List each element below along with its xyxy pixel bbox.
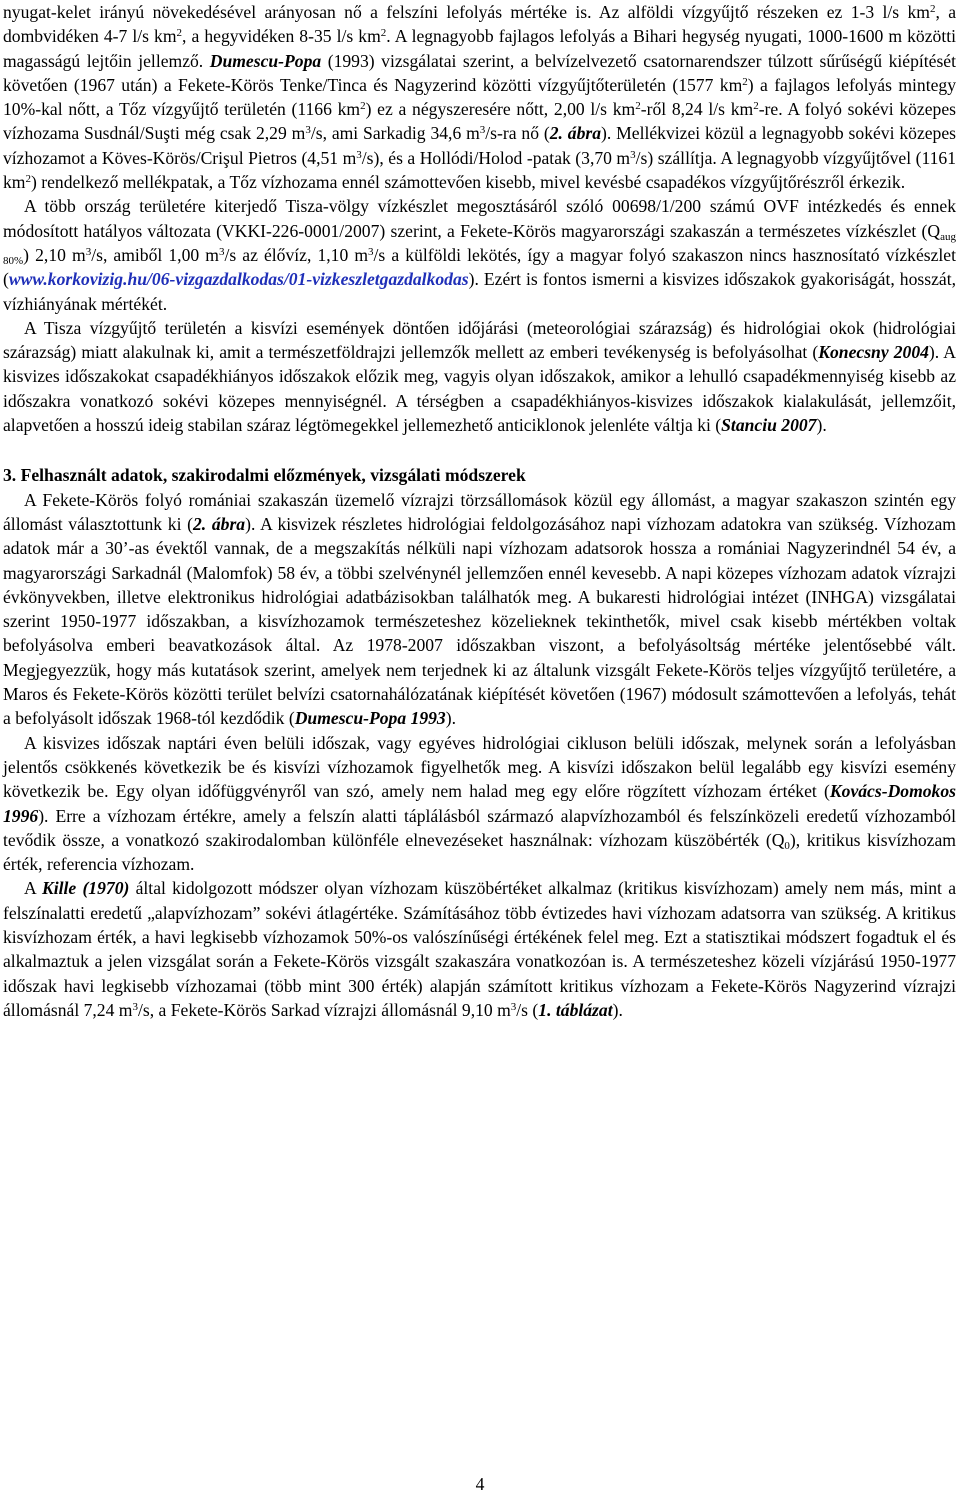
citation-emphasis: 2. ábra [549,123,602,144]
text-run: /s-ra nő ( [485,123,550,144]
text-run: ) ez a négyszeresére nőtt, 2,00 l/s km [365,99,636,120]
paragraph-2 [3,194,956,315]
citation-emphasis: Stanciu 2007 [721,415,817,436]
text-run: . A legnagyobb fajlagos lefolyás a Bihari hegység nyugati, 1000-1600 m közötti magasságú lejtőin jellemző. [3,26,956,71]
paragraph-3 [3,316,956,437]
text-run: , a hegyvidéken 8-35 l/s km [182,26,381,47]
section-number: 3. [3,465,17,486]
citation-emphasis: 1. táblázat [538,999,613,1020]
citation-emphasis: Kovács-Domokos 1996 [3,781,956,826]
citation-emphasis: Konecsny 2004 [818,342,929,363]
text-run: /s, a Fekete-Körös Sarkad vízrajzi állomásnál 9,10 m [138,999,511,1020]
superscript: 3 [368,245,374,258]
text-run: /s a külföldi lekötés, így a magyar folyó szakaszon nincs hasznosítató vízkészlet ( [3,244,957,290]
text-run: -re. A folyó sokévi közepes vízhozama Susdnál/Suşti még csak 2,29 m [3,99,956,144]
text-run: ), kritikus kisvízhozam érték, referencia vízhozam. [3,829,956,875]
text-run: ). [445,708,456,729]
citation-emphasis: Kille (1970) [41,878,130,899]
superscript: 3 [479,124,486,137]
text-run: /s) szállítja. A legnagyobb vízgyűjtővel (1161 km [3,147,956,193]
text-run: /s az élővíz, 1,10 m [224,244,369,265]
superscript: 3 [85,245,92,258]
text-run: ). Erre a vízhozam értékre, amely a felszín alatti táplálásból származó alapvízhozamból és felszínközeli eredetű vízhozamból tevődik össze, a vonatkozó szakirodalomban különféle elnevezéseket használnak: vízhozam küszöbérték (Q [3,805,956,850]
text-run: /s ( [516,999,539,1020]
superscript: 2 [176,27,183,40]
superscript: 2 [360,100,366,113]
superscript: 3 [305,124,311,137]
superscript: 3 [218,245,225,258]
text-run: -ről 8,24 l/s km [640,99,754,120]
text-run: ). Mellékvizei közül a legnagyobb sokévi közepes vízhozamot a Köves-Körös/Crişul Pietros (4,51 m [3,123,957,168]
superscript: 2 [742,75,748,88]
superscript: 2 [380,27,387,40]
citation-emphasis: Dumescu-Popa [209,50,322,71]
superscript: 2 [635,100,641,113]
paragraph-1 [3,0,956,194]
text-run: ). [816,415,827,436]
text-run: /s), és a Hollódi/Holod -patak (3,70 m [361,147,631,168]
text-run: ) a fajlagos lefolyás mintegy 10%-kal nőtt, a Tőz vízgyűjtő területén (1166 km [3,74,956,120]
superscript: 2 [753,100,759,113]
text-run: által kidolgozott módszer olyan vízhozam küszöbértéket alkalmaz (kritikus kisvízhozam) amely nem más, mint a felszínalatti eredetű „alapvízhozam” sokévi átlagértéke. Számításához több évtizedes havi vízhozam adatsorra van szükség. A kritikus kisvízhozam érték, a havi legkisebb vízhozamok 50%-os valószínűségi értékének felel meg. Ezt a statisztikai módszert fogadtuk el és alkalmaztuk a jelen vizsgálat során a Fekete-Körös vizsgált szakaszára vonatkozóan is. A természeteshez közeli vízjárású 1950-1977 időszak havi legkisebb vízhozamai (több mint 300 érték) alapján számított kritikus vízhozam a Fekete-Körös Nagyzerind vízrajzi állomásnál 7,24 m [3,878,957,1020]
text-run: A több ország területére kiterjedő Tisza-völgy vízkészlet megosztásáról szóló 00698/1/200 számú OVF intézkedés és ennek módosított hatályos változata (VKKI-226-0001/2007) szerint, a Fekete-Körös magyarországi szakaszán a természetes vízkészlet (Q [3,196,956,241]
subscript: aug 80% [3,230,956,267]
text-run: /s, ami Sarkadig 34,6 m [310,123,480,144]
text-run: A [24,878,42,899]
citation-emphasis: Dumescu-Popa 1993 [294,708,446,729]
superscript: 3 [510,1000,517,1013]
superscript: 3 [356,148,362,161]
superscript: 3 [132,1000,138,1013]
text-run: ) rendelkező mellékpatak, a Tőz vízhozama ennél számottevően kisebb, mivel kevésbé csapadékos vízgyűjtőrészről érkezik. [30,172,906,193]
text-run: A kisvizes időszak naptári éven belüli időszak, vagy egyéves hidrológiai cikluson belüli időszak, melynek során a lefolyásban jelentős csökkenés következik be és kisvízi vízhozamok figyelhetők meg. A kisvízi időszakon belül legalább egy kisvízi esemény következik be. Egy olyan időfüggvényről van szó, amely nem halad meg egy előre rögzített vízhozam értéket ( [3,732,956,802]
text-run: ). Ezért is fontos ismerni a kisvizes időszakok gyakoriságát, hosszát, vízhiányának mértékét. [3,269,956,314]
superscript: 3 [630,148,636,161]
text-run: A Tisza vízgyűjtő területén a kisvízi események döntően időjárási (meteorológiai szárazság) és hidrológiai okok (hidrológiai szárazság) miatt alakulnak ki, amit a természetföldrajzi jellemzők mellett az emberi tevékenység is befolyásolhat ( [3,317,956,363]
page-number: 4 [475,1474,485,1494]
text-run: ) 2,10 m [23,244,86,265]
text-run: /s, amiből 1,00 m [91,244,219,265]
citation-emphasis: 2. ábra [193,513,246,534]
subscript: 0 [784,839,790,852]
superscript: 2 [25,173,31,186]
reference-link[interactable]: www.korkovizig.hu/06-vizgazdalkodas/01-vizkeszletgazdalkodas [8,269,469,290]
section-title: Felhasznált adatok, szakirodalmi előzmények, vizsgálati módszerek [20,465,526,486]
text-run: , a dombvidéken 4-7 l/s km [3,2,957,47]
paragraph-6 [3,876,956,1022]
text-run: A Fekete-Körös folyó romániai szakaszán üzemelő vízrajzi törzsállomások közül egy állomást, a magyar szakaszon szintén egy állomást választottunk ki ( [3,489,956,534]
superscript: 2 [929,3,936,15]
text-run: ). A kisvizes időszakokat csapadékhiányos időszakok előzik meg, vagyis olyan időszakok, amikor a lehulló csapadékmennyiség kisebb az időszakra vonatkozó sokévi közepes mennyiségnél. A térségben a csapadékhiányos-kisvizes időszakok kialakulását, jellemzőit, alapvetően a hosszú ideig stabilan száraz légtömegekkel jellemezhető anticiklonok jelenléte váltja ki ( [3,342,957,436]
text-run: ). [612,999,623,1020]
text-run: nyugat-kelet irányú növekedésével arányosan nő a felszíni lefolyás mértéke is. Az alföldi vízgyűjtő részeken ez 1-3 l/s km [3,2,930,22]
paragraph-4 [3,488,956,731]
text-run: ). A kisvizek részletes hidrológiai feldolgozásához napi vízhozam adatokra van szükség. Vízhozam adatok már a 30’-as évektől vannak, de a megszakítás nélküli napi vízhozam adatsorok hossza a romániai Nagyzerindnél 54 év, a magyarországi Sarkadnál (Malomfok) 58 év, a többi szelvénynél jellemzően ennél kevesebb. A napi közepes vízhozam adatok vízrajzi évkönyvekben, illetve elektronikus hidrológiai adatbázisokban találhatók meg. A bukaresti hidrológiai intézet (INHGA) vizsgálatai szerint 1950-1977 időszakban, a kisvízhozamok természeteshez közelieknek tekinthetők, mivel csak kisebb mértékben voltak befolyásolva emberi beavatkozások által. Az 1978-2007 időszakban viszont, a befolyásoltság mértéke jelentősebbé vált. Megjegyezzük, hogy más kutatások szerint, amelyek nem terjednek ki az általunk vizsgált Fekete-Körös teljes vízgyűjtő területére, a Maros és Fekete-Körös közötti terület belvízi csatornahálózatának kiépítését követően (1967) módosult számottevően a lefolyás, tehát a befolyásolt időszak 1968-tól kezdődik ( [3,513,956,729]
text-run: (1993) vizsgálatai szerint, a belvízelvezető csatornarendszer túlzott sűrűségű kiépítését követően (1967 után) a Fekete-Körös Tenke/Tinca és Nagyzerind közötti vízgyűjtőterületén (1577 km [3,50,956,95]
paragraph-5 [3,731,956,877]
section-heading [3,463,956,487]
